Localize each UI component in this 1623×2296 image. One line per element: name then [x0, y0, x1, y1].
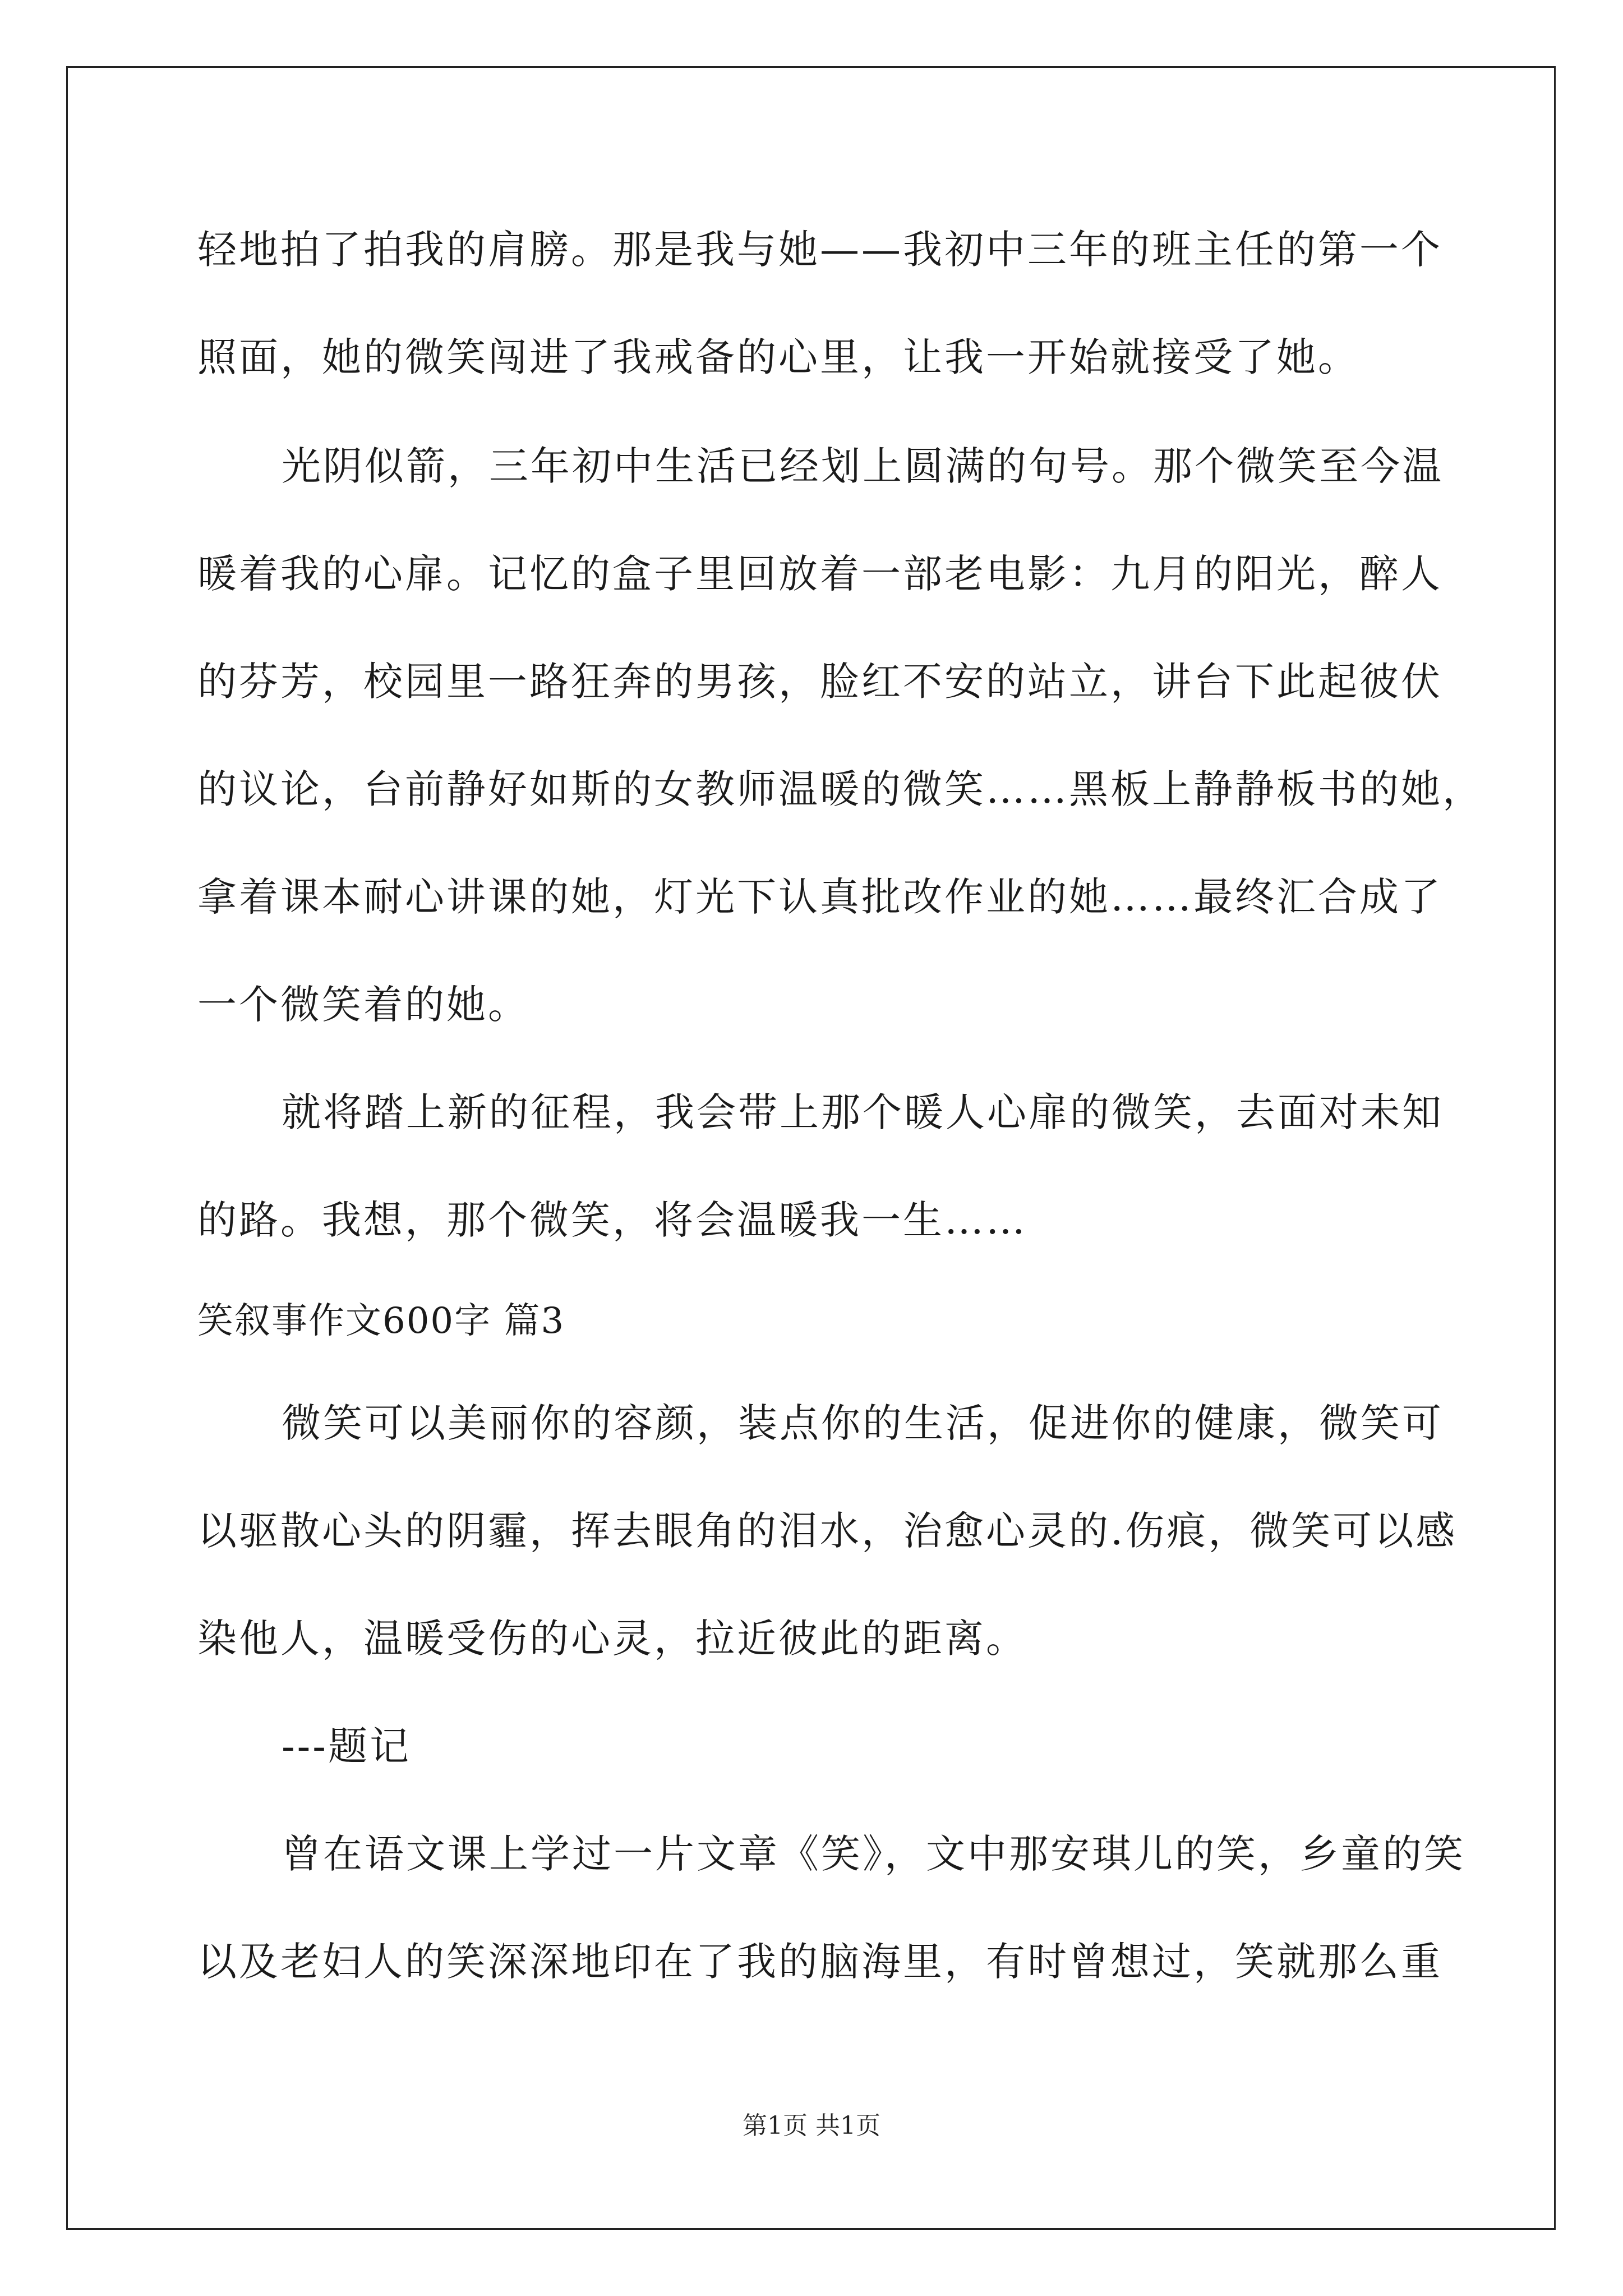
body-line: 暖着我的心扉。记忆的盒子里回放着一部老电影：九月的阳光，醉人 [197, 551, 1442, 597]
body-line: 的路。我想，那个微笑，将会温暖我一生…… [197, 1197, 1027, 1243]
body-line: 曾在语文课上学过一片文章《笑》，文中那安琪儿的笑，乡童的笑 [282, 1831, 1465, 1877]
body-line: 就将踏上新的征程，我会带上那个暖人心扉的微笑，去面对未知 [282, 1089, 1444, 1135]
body-line: 染他人，温暖受伤的心灵，拉近彼此的距离。 [197, 1616, 1027, 1662]
body-line: 一个微笑着的她。 [197, 982, 529, 1028]
page-number-footer: 第1页 共1页 [743, 2111, 880, 2140]
body-line: 轻地拍了拍我的肩膀。那是我与她——我初中三年的班主任的第一个 [197, 227, 1442, 273]
page-border [66, 66, 1556, 2230]
body-line: 光阴似箭，三年初中生活已经划上圆满的句号。那个微笑至今温 [282, 443, 1444, 489]
body-line: 照面，她的微笑闯进了我戒备的心里，让我一开始就接受了她。 [197, 334, 1359, 380]
body-line: 以驱散心头的阴霾，挥去眼角的泪水，治愈心灵的.伤痕，微笑可以感 [197, 1508, 1458, 1554]
body-line: 拿着课本耐心讲课的她，灯光下认真批改作业的她……最终汇合成了 [197, 874, 1442, 920]
inscription-line: ---题记 [282, 1723, 411, 1769]
section-heading: 笑叙事作文600字 篇3 [197, 1300, 565, 1342]
body-line: 的议论，台前静好如斯的女教师温暖的微笑……黑板上静静板书的她， [197, 766, 1484, 812]
body-line: 以及老妇人的笑深深地印在了我的脑海里，有时曾想过，笑就那么重 [197, 1939, 1442, 1985]
body-line: 微笑可以美丽你的容颜，装点你的生活，促进你的健康，微笑可 [282, 1400, 1444, 1446]
body-line: 的芬芳，校园里一路狂奔的男孩，脸红不安的站立，讲台下此起彼伏 [197, 659, 1442, 705]
